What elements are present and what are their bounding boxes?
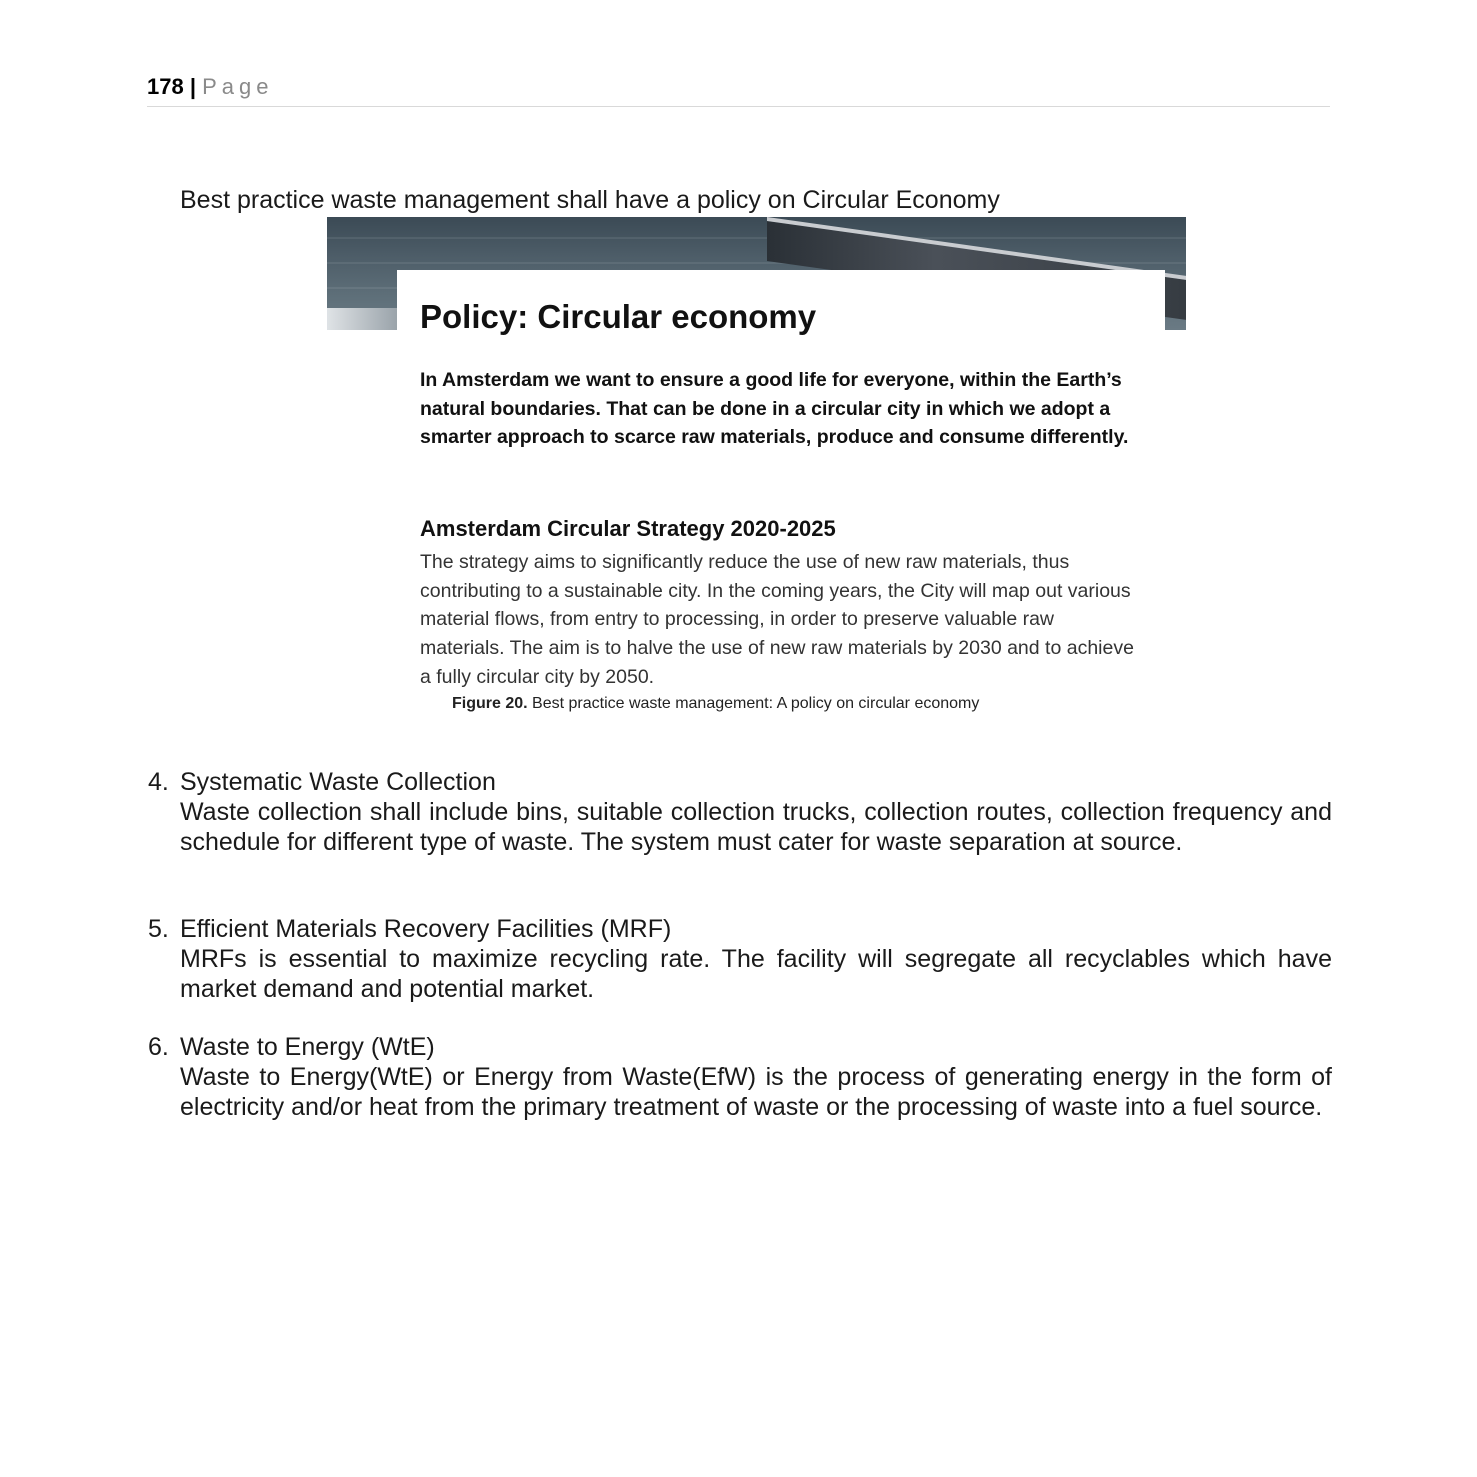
- section-waste-collection: [148, 768, 1332, 888]
- strategy-title: Amsterdam Circular Strategy 2020-2025: [420, 516, 836, 541]
- page-header: [147, 74, 1330, 107]
- policy-title: Policy: Circular economy: [420, 298, 817, 335]
- boat-image: [327, 308, 397, 330]
- section-wte: [148, 1033, 1332, 1153]
- section-number: 4.: [148, 768, 169, 796]
- section-mrf: [148, 915, 1332, 1005]
- section-body: Waste collection shall include bins, suitable collection trucks, collection routes, collection frequency and schedule for different type of waste. The system must cater for waste separation at source.: [180, 798, 1332, 856]
- section-body: MRFs is essential to maximize recycling rate. The facility will segregate all recyclables which have market demand and potential market.: [180, 945, 1332, 1003]
- section-number: 6.: [148, 1033, 169, 1061]
- section-number: 5.: [148, 915, 169, 943]
- caption-text: Best practice waste management: A policy on circular economy: [532, 695, 980, 712]
- page-label: Page: [202, 74, 274, 99]
- header-separator: |: [189, 74, 196, 99]
- figure-caption: [452, 695, 979, 713]
- section-title: Waste to Energy (WtE): [180, 1033, 435, 1061]
- section-title: Systematic Waste Collection: [180, 768, 496, 796]
- section-title: Efficient Materials Recovery Facilities (MRF): [180, 915, 672, 943]
- intro-text: Best practice waste management shall have a policy on Circular Economy: [180, 186, 1000, 214]
- caption-label: Figure 20.: [452, 695, 528, 712]
- strategy-body: The strategy aims to significantly reduce the use of new raw materials, thus contributing to a sustainable city. In the coming years, the City will map out various material flows, from entry to processing, in order to preserve valuable raw materials. The aim is to halve the use of new raw materials by 2030 and to achieve a fully circular city by 2050.: [420, 551, 1134, 688]
- policy-lead-text: In Amsterdam we want to ensure a good life for everyone, within the Earth’s natural boundaries. That can be done in a circular city in which we adopt a smarter approach to scarce raw materials, produce and consume differently.: [420, 369, 1129, 449]
- page-number: 178: [147, 74, 184, 99]
- section-body: Waste to Energy(WtE) or Energy from Waste(EfW) is the process of generating energy in the form of electricity and/or heat from the primary treatment of waste or the processing of waste into a fuel source.: [180, 1063, 1332, 1121]
